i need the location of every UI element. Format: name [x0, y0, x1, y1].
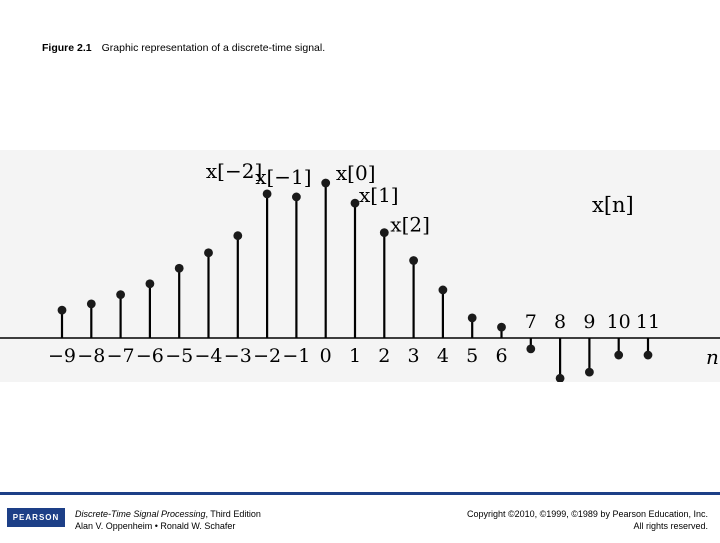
tick-label: 11 — [635, 311, 661, 333]
tick-label: 1 — [348, 345, 362, 367]
stem-marker — [439, 286, 448, 295]
tick-label: 3 — [407, 345, 420, 367]
stem-marker — [497, 323, 506, 332]
tick-label: −7 — [106, 345, 135, 367]
stem-marker — [204, 248, 213, 257]
copyright-info — [467, 508, 708, 532]
stem-marker — [644, 351, 653, 360]
annotation-label: x[−2] — [205, 158, 263, 183]
tick-label: −3 — [223, 345, 252, 367]
x-axis-label: n — [706, 345, 719, 369]
tick-label: −5 — [165, 345, 194, 367]
annotation-label: x[1] — [359, 183, 399, 208]
book-edition: , Third Edition — [205, 509, 261, 519]
stem-marker — [468, 313, 477, 322]
annotations-group — [206, 159, 634, 237]
stem-marker — [321, 179, 330, 188]
pearson-logo: PEARSON — [7, 508, 65, 527]
tick-label: −9 — [47, 345, 77, 367]
annotation-label: x[−1] — [255, 164, 312, 189]
annotation-label: x[2] — [390, 212, 430, 237]
stem-marker — [116, 290, 125, 299]
stem-marker — [292, 193, 301, 202]
stem-marker — [614, 351, 623, 360]
tick-label: 9 — [583, 311, 596, 333]
stem-marker — [263, 189, 272, 198]
stem-marker — [585, 368, 594, 377]
stem-marker — [58, 306, 67, 315]
tick-label: −1 — [282, 345, 311, 367]
tick-label: 10 — [606, 311, 631, 333]
stem-marker — [526, 344, 535, 353]
tick-label: 7 — [524, 311, 537, 333]
figure-label: Figure 2.1 — [42, 42, 92, 54]
tick-label: −4 — [194, 345, 223, 367]
copyright-text: Copyright ©2010, ©1999, ©1989 by Pearson Education, Inc. — [466, 509, 708, 519]
tick-label: 8 — [554, 311, 567, 333]
stem-marker — [175, 264, 184, 273]
tick-label: 2 — [378, 345, 391, 367]
tick-label: 4 — [436, 345, 449, 367]
footer — [0, 492, 720, 543]
stem-marker — [380, 228, 389, 237]
tick-label: −8 — [77, 345, 106, 367]
tick-label: −6 — [135, 345, 164, 367]
stem-marker — [87, 300, 96, 309]
tick-label: 5 — [466, 345, 479, 367]
stem-marker — [556, 374, 565, 382]
tick-label: 0 — [319, 345, 332, 367]
stem-marker — [146, 279, 155, 288]
book-title: Discrete-Time Signal Processing — [75, 509, 206, 519]
stem-marker — [233, 231, 242, 240]
annotation-label: x[0] — [335, 161, 376, 185]
rights-text: All rights reserved. — [633, 521, 708, 531]
book-authors: Alan V. Oppenheim • Ronald W. Schafer — [75, 521, 236, 531]
book-info — [75, 508, 261, 532]
stem-marker — [409, 256, 418, 265]
stem-plot — [0, 150, 720, 382]
figure-caption-text: Graphic representation of a discrete-time signal. — [101, 42, 326, 54]
figure-caption — [42, 42, 325, 54]
series-label: x[n] — [592, 193, 634, 217]
tick-label: −2 — [253, 345, 282, 367]
tick-label: 6 — [495, 345, 508, 367]
